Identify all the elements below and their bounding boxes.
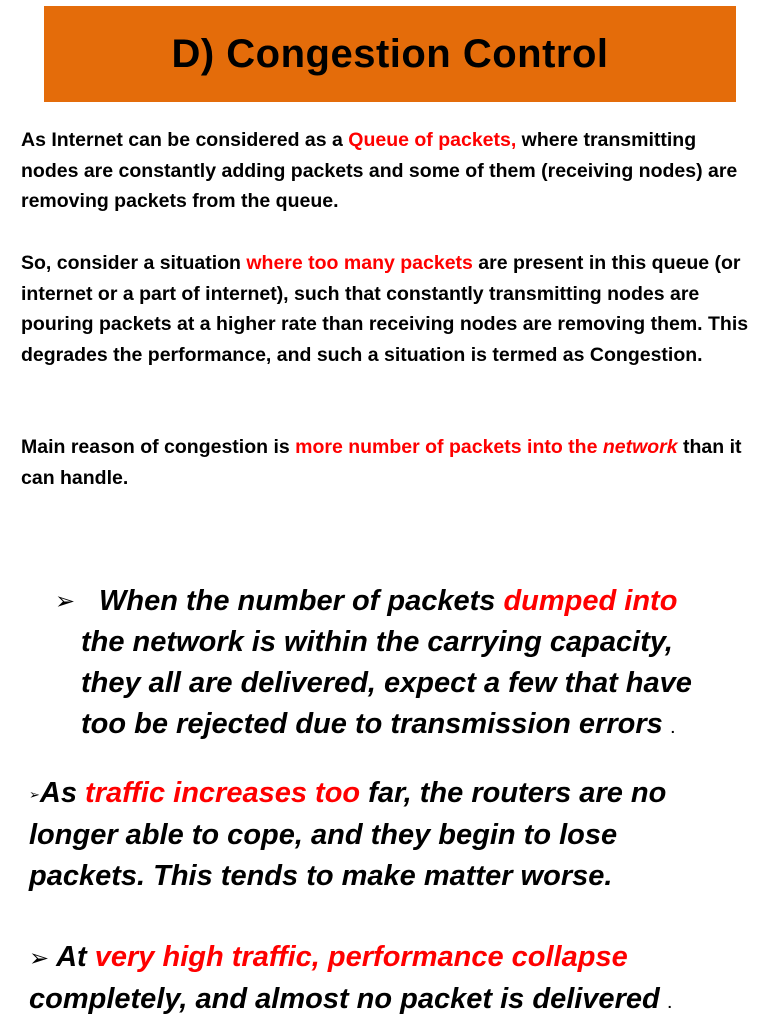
- bullet1-prefix: When the number of packets: [99, 585, 504, 617]
- para2-highlight: where too many packets: [246, 252, 473, 274]
- para3-prefix: Main reason of congestion is: [21, 436, 296, 458]
- bullet1-highlight: dumped into: [503, 585, 678, 617]
- bullet3-suffix: completely, and almost no packet is delivered: [29, 983, 660, 1015]
- bullet-performance-collapse: [29, 937, 739, 1024]
- bullet3-end: .: [667, 995, 672, 1011]
- para3-suffix: than it can handle.: [21, 436, 742, 489]
- para1-prefix: As Internet can be considered as a: [21, 129, 349, 151]
- para2-prefix: So, consider a situation: [21, 252, 247, 274]
- paragraph-reason: [21, 432, 751, 493]
- arrow-bullet-icon: ➢: [55, 588, 76, 615]
- title-banner: [44, 6, 736, 102]
- bullet3-highlight: very high traffic, performance collapse: [94, 941, 628, 973]
- bullet1-continuation: [55, 622, 735, 749]
- paragraph-situation: [21, 248, 751, 370]
- para1-highlight: Queue of packets,: [348, 129, 517, 151]
- para2-suffix: are present in this queue (or internet or a part of internet), such that constantly transmitting nodes are pouring packets at a higher rate than receiving nodes are removing them. This degrades the performance, and such a situation is termed as Congestion.: [21, 252, 749, 366]
- bullet1-end: .: [670, 720, 675, 736]
- bullet2-highlight: traffic increases too: [85, 777, 361, 809]
- para3-highlight-italic: network: [602, 436, 678, 458]
- arrow-bullet-icon: ➢: [29, 786, 40, 802]
- bullet2-suffix: far, the routers are no longer able to cope, and they begin to lose packets. This tends to make matter worse.: [29, 777, 667, 892]
- para1-suffix: where transmitting nodes are constantly adding packets and some of them (receiving nodes) are removing packets from the queue.: [21, 129, 738, 212]
- para3-highlight: more number of packets into the: [295, 436, 603, 458]
- bullet3-prefix: At: [56, 941, 95, 973]
- bullet1-suffix: the network is within the carrying capacity, they all are delivered, expect a few that have too be rejected due to transmission errors: [81, 626, 692, 740]
- arrow-bullet-icon: ➢: [29, 945, 50, 972]
- paragraph-queue: [21, 125, 751, 217]
- bullet1-first-line: [91, 581, 677, 622]
- slide-title: D) Congestion Control: [171, 31, 609, 76]
- bullet-within-capacity: [55, 581, 735, 749]
- bullet2-prefix: As: [39, 777, 86, 809]
- bullet-traffic-increases: [29, 773, 739, 897]
